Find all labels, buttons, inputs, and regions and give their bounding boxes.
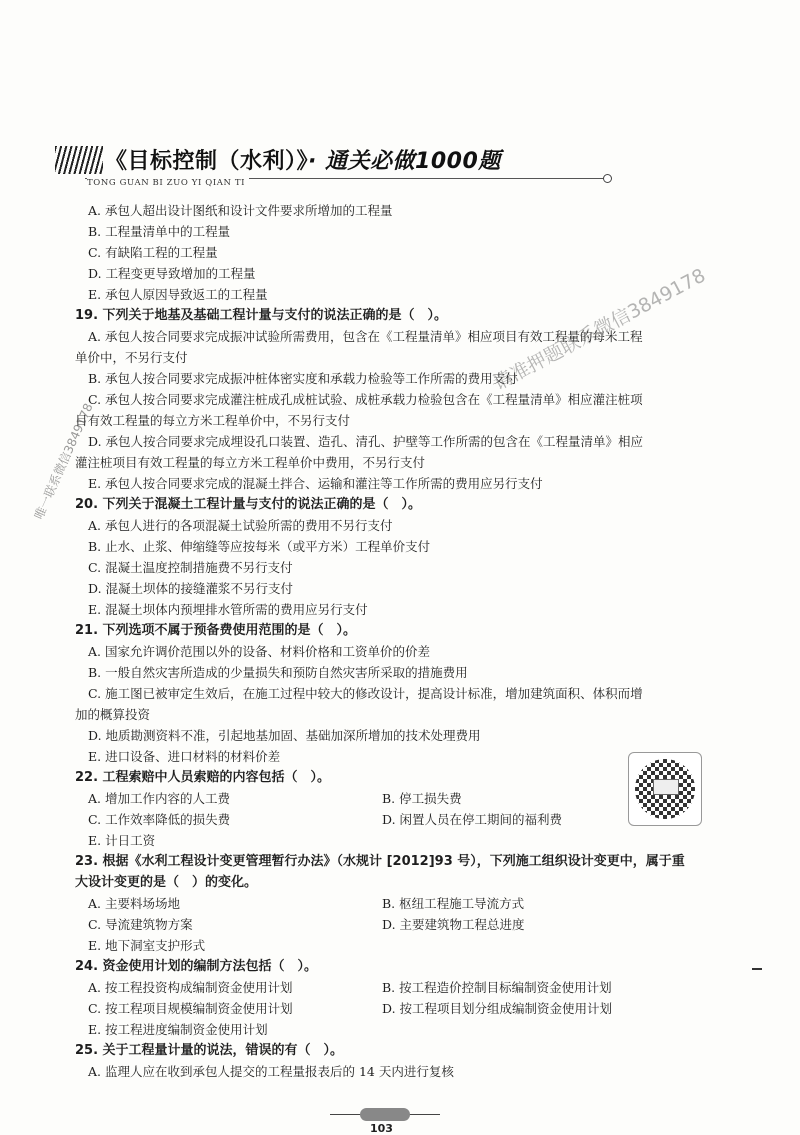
q23-stem: 23. 根据《水利工程设计变更管理暂行办法》（水规计 [2012]93 号），下列施工组织设计变更中，属于重 [75,854,685,869]
q24-option-e: E. 按工程进度编制资金使用计划 [88,1022,268,1037]
q22-option-e: E. 计日工资 [88,833,156,848]
q19-option: E. 承包人按合同要求完成的混凝土拌合、运输和灌注等工作所需的费用应另行支付 [88,476,543,491]
page-edge-mark [752,968,762,970]
q20-option: A. 承包人进行的各项混凝土试验所需的费用不另行支付 [88,518,393,533]
q18-option: B. 工程量清单中的工程量 [88,224,231,239]
q22-option-row [75,809,715,830]
q23-option-e: E. 地下洞室支护形式 [88,938,206,953]
q21-stem: 21. 下列选项不属于预备费使用范围的是（ ）。 [75,623,357,638]
book-title: 《目标控制（水利）》· 通关必做1000题 [105,149,501,174]
q20-option: D. 混凝土坝体的接缝灌浆不另行支付 [88,581,294,596]
qr-center-logo [653,779,679,795]
q19-option: D. 承包人按合同要求完成埋设孔口装置、造孔、清孔、护壁等工作所需的包含在《工程量清单》相应 [88,434,644,449]
page-number: 103 [370,1122,393,1135]
q20-option: B. 止水、止浆、伸缩缝等应按每米（或平方米）工程单价支付 [88,539,431,554]
q23-option-b: B. 枢纽工程施工导流方式 [382,896,525,911]
q19-option: C. 承包人按合同要求完成灌注桩成孔成桩试验、成桩承载力检验包含在《工程量清单》相应灌注桩项 [88,392,643,407]
q24-option-d: D. 按工程项目划分组成编制资金使用计划 [382,1001,613,1016]
q19-option-cont: 灌注桩项目有效工程量的每立方米工程单价中费用，不另行支付 [75,455,426,470]
q23-option-d: D. 主要建筑物工程总进度 [382,917,525,932]
q24-option-row [75,998,715,1019]
q18-option: E. 承包人原因导致返工的工程量 [88,287,268,302]
q21-option: D. 地质勘测资料不准，引起地基加固、基础加深所增加的技术处理费用 [88,728,481,743]
header-pinyin: TONG GUAN BI ZUO YI QIAN TI [87,178,249,188]
q23-option-row [75,914,715,935]
q22-option-row [75,788,715,809]
q19-option: A. 承包人按合同要求完成振冲试验所需费用，包含在《工程量清单》相应项目有效工程量的每米工程 [88,329,643,344]
header-rule-dot [603,174,612,183]
q18-option: A. 承包人超出设计图纸和设计文件要求所增加的工程量 [88,203,393,218]
q25-stem: 25. 关于工程量计量的说法，错误的有（ ）。 [75,1043,344,1058]
q21-option: E. 进口设备、进口材料的材料价差 [88,749,281,764]
q22-option-b: B. 停工损失费 [382,791,462,806]
q20-option: E. 混凝土坝体内预埋排水管所需的费用应另行支付 [88,602,368,617]
q18-option: C. 有缺陷工程的工程量 [88,245,218,260]
q24-option-a: A. 按工程投资构成编制资金使用计划 [88,980,293,995]
q23-option-c: C. 导流建筑物方案 [88,917,193,932]
q23-option-a: A. 主要料场场地 [88,896,180,911]
q25-option-a: A. 监理人应在收到承包人提交的工程量报表后的 14 天内进行复核 [88,1064,454,1079]
footer-ornament [360,1108,410,1121]
watermark-left: 唯一联系微信3849178 [31,401,96,522]
qr-code-image [628,752,702,826]
q21-option: B. 一般自然灾害所造成的少量损失和预防自然灾害所采取的措施费用 [88,665,468,680]
q19-option-cont: 目有效工程量的每立方米工程单价中，不另行支付 [75,413,351,428]
q22-option-c: C. 工作效率降低的损失费 [88,812,231,827]
q23-stem-cont: 大设计变更的是（ ）的变化。 [75,875,258,890]
q23-option-row [75,893,715,914]
q24-option-c: C. 按工程项目规模编制资金使用计划 [88,1001,293,1016]
q20-stem: 20. 下列关于混凝土工程计量与支付的说法正确的是（ ）。 [75,497,422,512]
q24-stem: 24. 资金使用计划的编制方法包括（ ）。 [75,959,318,974]
q21-option-cont: 加的概算投资 [75,707,151,722]
q21-option: A. 国家允许调价范围以外的设备、材料价格和工资单价的价差 [88,644,430,659]
header-stripes-decoration [55,146,103,174]
q18-option: D. 工程变更导致增加的工程量 [88,266,256,281]
q19-stem: 19. 下列关于地基及基础工程计量与支付的说法正确的是（ ）。 [75,308,448,323]
q20-option: C. 混凝土温度控制措施费不另行支付 [88,560,293,575]
q22-stem: 22. 工程索赔中人员索赔的内容包括（ ）。 [75,770,331,785]
page-footer [330,1108,440,1135]
q19-option: B. 承包人按合同要求完成振冲桩体密实度和承载力检验等工作所需的费用支付 [88,371,518,386]
watermark-right: 请准押题联系微信3849178 [489,264,710,395]
page-header [55,140,555,190]
q22-option-a: A. 增加工作内容的人工费 [88,791,230,806]
book-slogan: · 通关必做1000题 [308,149,501,174]
q19-option-cont: 单价中，不另行支付 [75,350,188,365]
q22-option-d: D. 闲置人员在停工期间的福利费 [382,812,563,827]
q24-option-b: B. 按工程造价控制目标编制资金使用计划 [382,980,612,995]
q24-option-row [75,977,715,998]
q21-option: C. 施工图已被审定生效后，在施工过程中较大的修改设计，提高设计标准，增加建筑面积、体积而增 [88,686,643,701]
